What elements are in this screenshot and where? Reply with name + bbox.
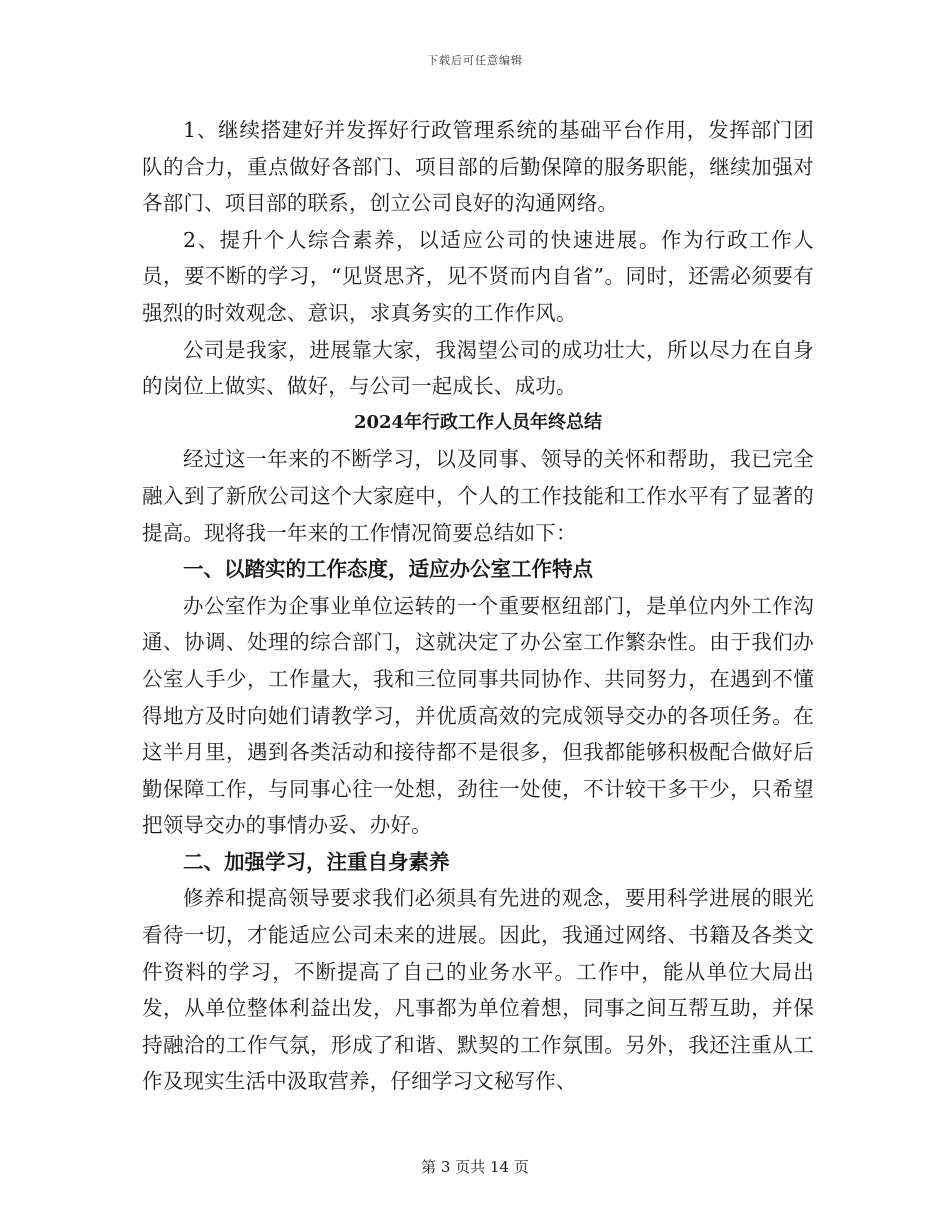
document-body bbox=[142, 112, 814, 1100]
paragraph-4: 经过这一年来的不断学习，以及同事、领导的关怀和帮助，我已完全融入到了新欣公司这个大家庭中，个人的工作技能和工作水平有了显著的提高。现将我一年来的工作情况简要总结如下： bbox=[142, 447, 814, 545]
paragraph-5: 办公室作为企事业单位运转的一个重要枢纽部门，是单位内外工作沟通、协调、处理的综合部门，这就决定了办公室工作繁杂性。由于我们办公室人手少，工作量大，我和三位同事共同协作、共同努力，在遇到不懂得地方及时向她们请教学习，并优质高效的完成领导交办的各项任务。在这半月里，遇到各类活动和接待都不是很多，但我都能够积极配合做好后勤保障工作，与同事心往一处想，劲往一处使，不计较干多干少，只希望把领导交办的事情办妥、办好。 bbox=[142, 593, 814, 838]
page-footer: 第 3 页共 14 页 bbox=[421, 1158, 529, 1176]
paragraph-1: 1、继续搭建好并发挥好行政管理系统的基础平台作用，发挥部门团队的合力，重点做好各部门、项目部的后勤保障的服务职能，继续加强对各部门、项目部的联系，创立公司良好的沟通网络。 bbox=[142, 118, 814, 216]
section-heading-1: 一、以踏实的工作态度，适应办公室工作特点 bbox=[183, 557, 593, 582]
paragraph-2: 2、提升个人综合素养，以适应公司的快速进展。作为行政工作人员，要不断的学习，“见贤思齐，见不贤而内自省”。同时，还需必须要有强烈的时效观念、意识，求真务实的工作作风。 bbox=[142, 227, 814, 325]
document-title: 2024年行政工作人员年终总结 bbox=[353, 411, 603, 433]
paragraph-6: 修养和提高领导要求我们必须具有先进的观念，要用科学进展的眼光看待一切，才能适应公司未来的进展。因此，我通过网络、书籍及各类文件资料的学习，不断提高了自己的业务水平。工作中，能从单位大局出发，从单位整体利益出发，凡事都为单位着想，同事之间互帮互助，并保持融洽的工作气氛，形成了和谐、默契的工作氛围。另外，我还注重从工作及现实生活中汲取营养，仔细学习文秘写作、 bbox=[142, 886, 814, 1094]
section-heading-2: 二、加强学习，注重自身素养 bbox=[183, 849, 450, 874]
paragraph-3: 公司是我家，进展靠大家，我渴望公司的成功壮大，所以尽力在自身的岗位上做实、做好，与公司一起成长、成功。 bbox=[142, 337, 814, 399]
page-header: 下载后可任意编辑 bbox=[427, 54, 523, 67]
